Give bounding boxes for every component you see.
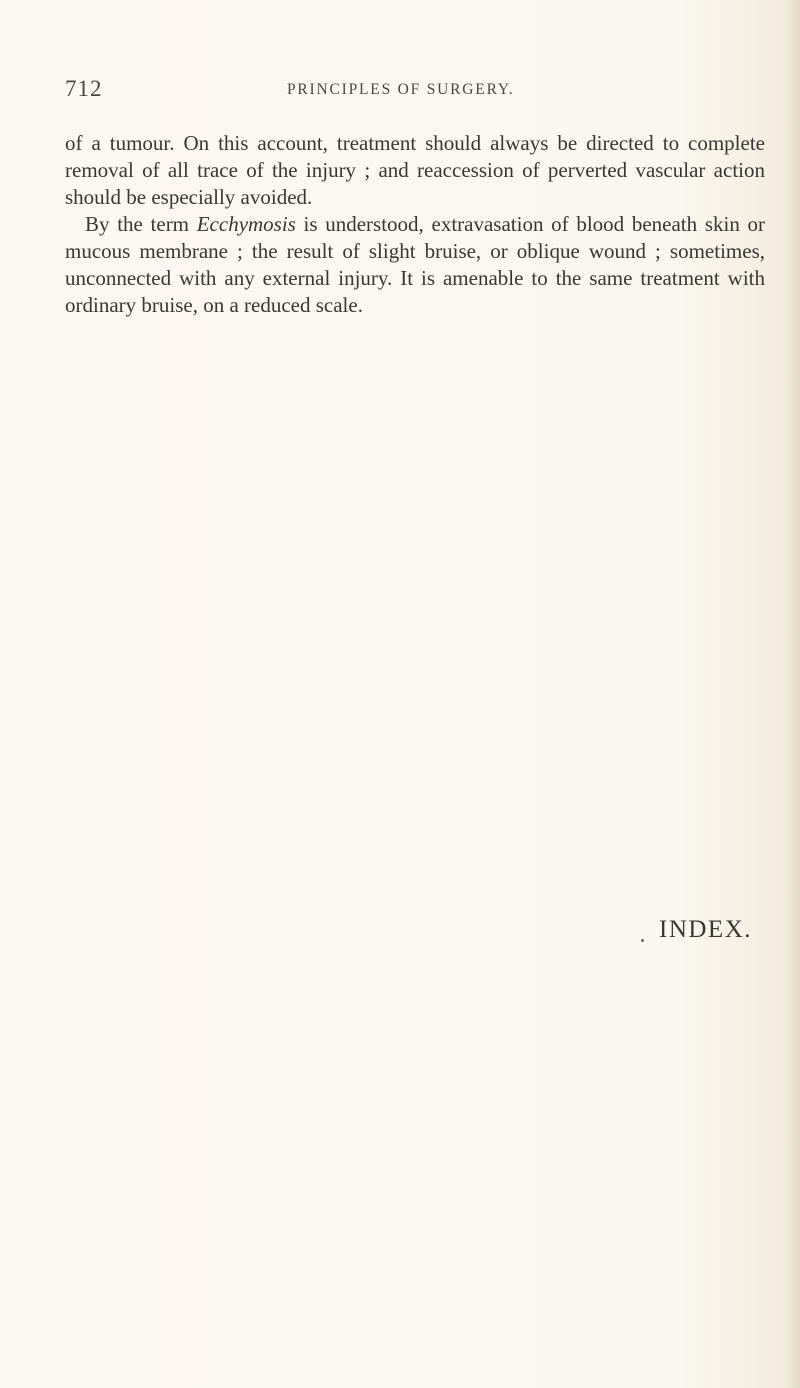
- body-text: [65, 130, 765, 319]
- paragraph-2-rest: is understood, extravasation of blood beneath skin or mucous membrane ; the result of slight bruise, or oblique wound ; sometimes, unconnected with any external injury. It is amenable to the same treatment with ordinary bruise, on a reduced scale.: [65, 212, 766, 317]
- ecchymosis-term: Ecchymosis: [196, 212, 296, 236]
- paragraph-2-lead: By the term: [85, 212, 197, 236]
- index-heading: INDEX.: [659, 916, 753, 943]
- running-head: [65, 72, 765, 108]
- running-title: PRINCIPLES OF SURGERY.: [287, 81, 515, 98]
- print-speck: [641, 939, 644, 942]
- page-number: 712: [65, 76, 103, 101]
- paragraph-2: [65, 211, 765, 319]
- page-edge-shadow: [786, 0, 800, 1388]
- paragraph-1: of a tumour. On this account, treatment should always be directed to complete removal of all trace of the injury ; and reaccession of perverted vascular action should be especially avoided.: [65, 131, 765, 209]
